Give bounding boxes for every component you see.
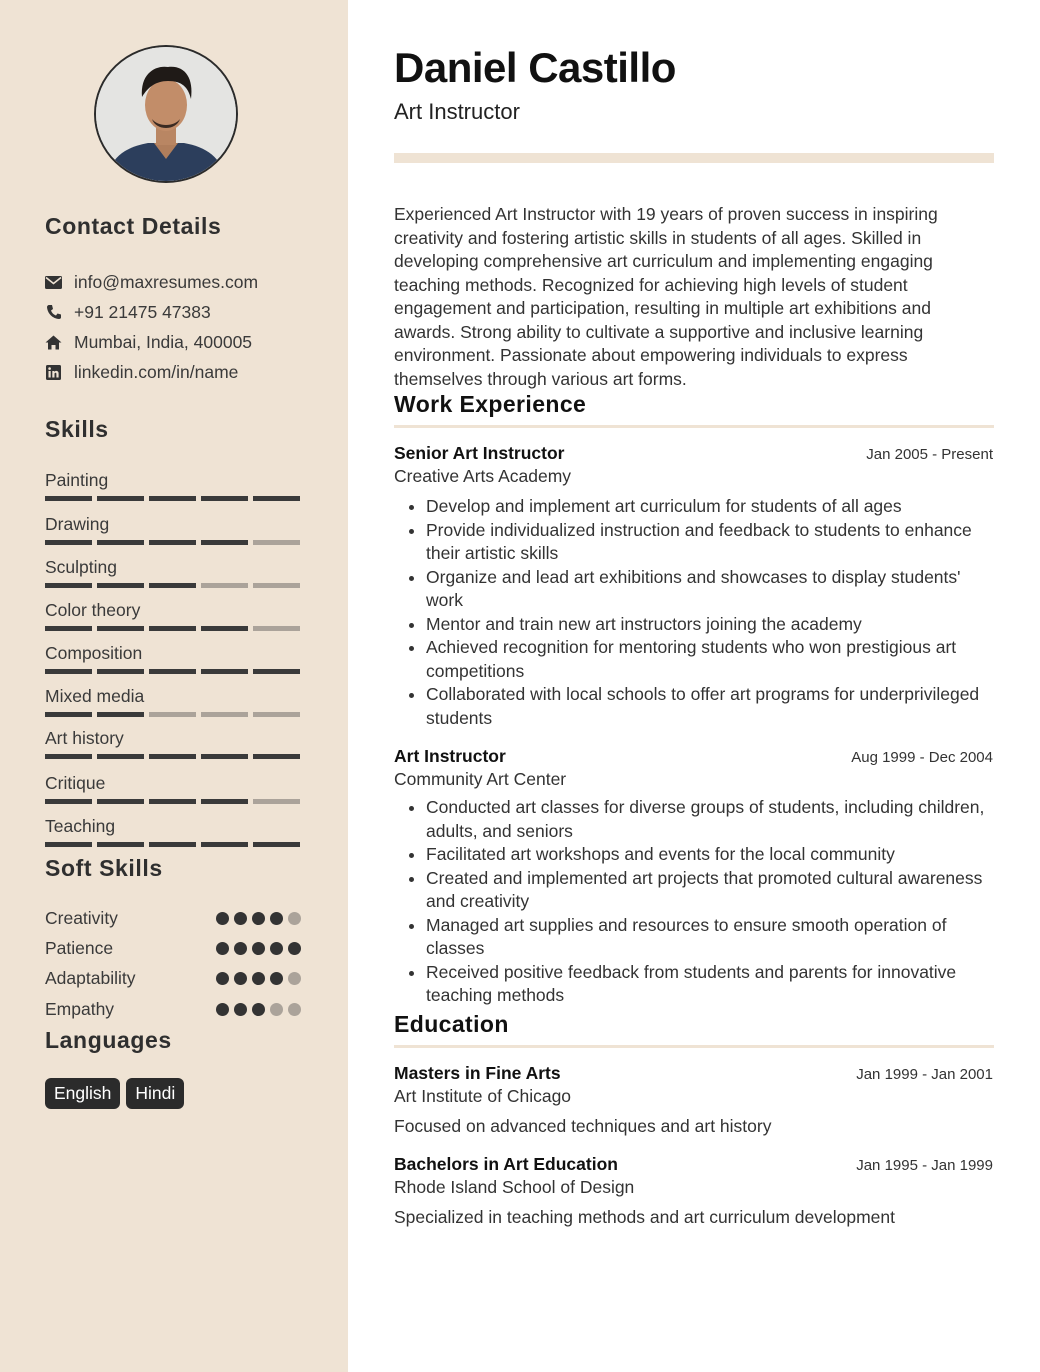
soft-skill-name: Adaptability (45, 967, 136, 988)
skill-level-bar-empty (253, 626, 300, 631)
job-entry (394, 746, 994, 1008)
rating-dot-filled (234, 972, 247, 985)
skill-level-bars (45, 626, 303, 631)
job-bullet: • Facilitated art workshops and events for the local community (426, 843, 994, 867)
skill-level-bars (45, 540, 303, 545)
phone-icon (45, 304, 62, 321)
skill-level-bars (45, 842, 303, 847)
skill-level-bar-filled (97, 669, 144, 674)
envelope-icon (45, 274, 62, 291)
skill-level-bar-filled (149, 626, 196, 631)
skill-level-bar-filled (97, 496, 144, 501)
job-title: Art Instructor (394, 746, 506, 766)
skill-name: Critique (45, 773, 106, 793)
sidebar (0, 0, 348, 1372)
skill-name: Mixed media (45, 686, 145, 706)
language-badge: Hindi (126, 1078, 184, 1109)
skill-level-bar-filled (45, 626, 92, 631)
skill-level-bar-filled (253, 842, 300, 847)
skill-level-bar-filled (97, 626, 144, 631)
skill-item (45, 513, 303, 545)
rating-dot-filled (216, 1003, 229, 1016)
rating-dot-filled (288, 942, 301, 955)
skill-name: Teaching (45, 816, 116, 836)
skill-name: Art history (45, 728, 124, 748)
degree-dates: Jan 1995 - Jan 1999 (856, 1157, 993, 1174)
soft-skill-item (45, 937, 303, 959)
skill-level-bars (45, 754, 303, 759)
soft-skill-item (45, 998, 303, 1020)
skill-level-bar-filled (45, 712, 92, 717)
skill-level-bar-filled (45, 583, 92, 588)
contact-email[interactable] (45, 271, 258, 293)
school-name: Art Institute of Chicago (394, 1086, 572, 1106)
skill-level-bars (45, 712, 303, 717)
skill-item (45, 469, 303, 501)
school-name: Rhode Island School of Design (394, 1177, 635, 1197)
skill-level-bar-empty (253, 583, 300, 588)
job-bullet: • Created and implemented art projects that promoted cultural awareness and creativity (426, 867, 994, 914)
candidate-role: Art Instructor (394, 99, 520, 124)
job-bullet: • Mentor and train new art instructors joining the academy (426, 613, 994, 637)
job-bullet: • Organize and lead art exhibitions and showcases to display students' work (426, 566, 994, 613)
education-description: Specialized in teaching methods and art curriculum development (394, 1207, 895, 1227)
languages-title: Languages (45, 1027, 172, 1053)
soft-skill-name: Empathy (45, 998, 115, 1019)
rating-dot-filled (216, 972, 229, 985)
skill-level-bar-filled (201, 496, 248, 501)
rating-dot-filled (234, 942, 247, 955)
skill-level-bar-filled (149, 540, 196, 545)
skill-level-bar-filled (149, 754, 196, 759)
education-divider (394, 1045, 994, 1048)
skill-level-bars (45, 583, 303, 588)
soft-skill-item (45, 967, 303, 989)
languages-list (45, 1078, 184, 1109)
job-bullet: • Collaborated with local schools to offer art programs for underprivileged students (426, 683, 994, 730)
language-badge: English (45, 1078, 120, 1109)
job-bullet: • Managed art supplies and resources to ensure smooth operation of classes (426, 914, 994, 961)
contact-address (45, 331, 252, 353)
skill-level-bar-filled (45, 842, 92, 847)
skill-level-bar-filled (201, 842, 248, 847)
contact-linkedin[interactable] (45, 361, 238, 383)
skill-name: Sculpting (45, 557, 117, 577)
soft-skill-rating (216, 942, 301, 955)
candidate-name: Daniel Castillo (394, 44, 676, 91)
rating-dot-empty (288, 1003, 301, 1016)
skill-item (45, 599, 303, 631)
job-bullet: • Conducted art classes for diverse groups of students, including children, adults, and seniors (426, 796, 994, 843)
contact-phone[interactable] (45, 301, 211, 323)
job-bullet: • Develop and implement art curriculum for students of all ages (426, 495, 994, 519)
rating-dot-empty (270, 1003, 283, 1016)
skill-level-bar-filled (97, 799, 144, 804)
skill-level-bar-filled (253, 754, 300, 759)
work-title: Work Experience (394, 391, 587, 417)
skill-item (45, 685, 303, 717)
rating-dot-filled (270, 912, 283, 925)
degree-dates: Jan 1999 - Jan 2001 (856, 1066, 993, 1083)
job-bullets (394, 796, 994, 1008)
rating-dot-filled (252, 942, 265, 955)
skill-item (45, 642, 303, 674)
skill-level-bar-filled (45, 799, 92, 804)
soft-skill-rating (216, 1003, 301, 1016)
rating-dot-filled (216, 942, 229, 955)
skill-item (45, 815, 303, 847)
soft-skill-item (45, 907, 303, 929)
skill-level-bar-filled (97, 583, 144, 588)
education-entry (394, 1063, 994, 1137)
work-divider (394, 425, 994, 428)
job-org: Community Art Center (394, 769, 567, 789)
skill-name: Composition (45, 643, 143, 663)
job-dates: Aug 1999 - Dec 2004 (851, 749, 993, 766)
profile-photo (94, 45, 238, 183)
soft-skill-rating (216, 912, 301, 925)
skill-level-bar-filled (45, 496, 92, 501)
rating-dot-empty (288, 972, 301, 985)
skill-level-bar-filled (149, 496, 196, 501)
skill-level-bar-empty (253, 712, 300, 717)
soft-skill-name: Creativity (45, 907, 118, 928)
skills-title: Skills (45, 416, 109, 442)
rating-dot-filled (270, 972, 283, 985)
job-title: Senior Art Instructor (394, 443, 565, 463)
skill-level-bar-filled (201, 669, 248, 674)
degree-title: Bachelors in Art Education (394, 1154, 618, 1174)
skill-level-bar-filled (253, 669, 300, 674)
skill-level-bar-filled (253, 496, 300, 501)
job-bullet: • Received positive feedback from students and parents for innovative teaching methods (426, 961, 994, 1008)
job-bullets (394, 495, 994, 730)
header-divider (394, 153, 994, 163)
skill-level-bars (45, 669, 303, 674)
contact-email-text: info@maxresumes.com (74, 271, 259, 292)
skill-item (45, 556, 303, 588)
skill-level-bar-filled (201, 754, 248, 759)
skill-level-bar-filled (149, 799, 196, 804)
summary-text: Experienced Art Instructor with 19 years of proven success in inspiring creativity and fostering artistic skills in students of all ages. Skilled in developing comprehensive art curriculum and implementing engaging teaching methods. Recognized for achieving high levels of student engagement and participation, resulting in multiple art exhibitions and awards. Strong ability to cultivate a supportive and inclusive learning environment. Passionate about empowering individuals to express themselves through various art forms. (394, 204, 938, 389)
skill-level-bar-filled (97, 754, 144, 759)
contact-title: Contact Details (45, 213, 222, 239)
skill-name: Color theory (45, 600, 141, 620)
skill-level-bar-empty (201, 583, 248, 588)
skill-level-bar-filled (45, 754, 92, 759)
skill-level-bar-filled (201, 626, 248, 631)
skill-level-bar-empty (253, 799, 300, 804)
education-description: Focused on advanced techniques and art history (394, 1116, 772, 1136)
education-title: Education (394, 1011, 509, 1037)
skill-level-bar-filled (97, 712, 144, 717)
skill-level-bar-empty (149, 712, 196, 717)
skill-item (45, 772, 303, 804)
skill-level-bar-filled (149, 842, 196, 847)
rating-dot-empty (288, 912, 301, 925)
contact-linkedin-text: linkedin.com/in/name (74, 361, 239, 382)
soft-skill-name: Patience (45, 937, 114, 958)
soft-skill-rating (216, 972, 301, 985)
linkedin-icon (45, 364, 62, 381)
education-entry (394, 1154, 994, 1228)
job-dates: Jan 2005 - Present (866, 446, 993, 463)
job-entry (394, 443, 994, 730)
soft-skills-title: Soft Skills (45, 855, 163, 881)
skill-level-bar-filled (201, 799, 248, 804)
contact-phone-text: +91 21475 47383 (74, 301, 211, 322)
rating-dot-filled (252, 1003, 265, 1016)
job-org: Creative Arts Academy (394, 466, 572, 486)
skill-level-bar-filled (149, 669, 196, 674)
rating-dot-filled (252, 972, 265, 985)
skill-level-bar-filled (149, 583, 196, 588)
skill-level-bar-empty (201, 712, 248, 717)
contact-address-text: Mumbai, India, 400005 (74, 331, 253, 352)
rating-dot-filled (234, 1003, 247, 1016)
skill-name: Drawing (45, 514, 110, 534)
job-bullet: • Achieved recognition for mentoring students who won prestigious art competitions (426, 636, 994, 683)
skill-level-bars (45, 496, 303, 501)
skill-level-bar-filled (45, 540, 92, 545)
skill-level-bar-filled (97, 842, 144, 847)
rating-dot-filled (252, 912, 265, 925)
rating-dot-filled (270, 942, 283, 955)
skill-level-bar-filled (201, 540, 248, 545)
degree-title: Masters in Fine Arts (394, 1063, 561, 1083)
skill-item (45, 727, 303, 759)
home-icon (45, 334, 62, 351)
rating-dot-filled (216, 912, 229, 925)
skill-level-bar-filled (45, 669, 92, 674)
skill-level-bars (45, 799, 303, 804)
job-bullet: • Provide individualized instruction and feedback to students to enhance their artistic skills (426, 519, 994, 566)
skill-name: Painting (45, 470, 109, 490)
rating-dot-filled (234, 912, 247, 925)
skill-level-bar-filled (97, 540, 144, 545)
skill-level-bar-empty (253, 540, 300, 545)
